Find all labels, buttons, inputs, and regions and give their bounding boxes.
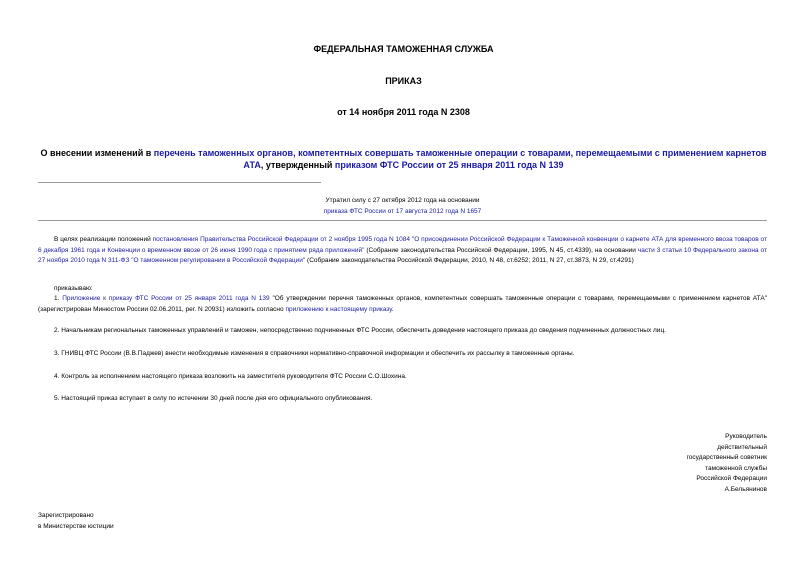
preamble-text-3: (Собрание законодательства Российской Федерации, 2010, N 48, ст.6252; 2011, N 27, ст.3873, N 29, ст.4291) <box>305 257 634 264</box>
organization-heading: ФЕДЕРАЛЬНАЯ ТАМОЖЕННАЯ СЛУЖБА <box>313 44 494 54</box>
prikazyvayu-text: приказываю: <box>54 285 93 292</box>
signature-line-4: таможенной службы <box>705 464 767 472</box>
lost-force-text: Утратил силу с 27 октября 2012 года на основании <box>325 197 480 204</box>
signature-name: А.Бельянинов <box>724 485 767 493</box>
divider-short <box>38 182 321 183</box>
preamble-link-law-311[interactable]: части 3 статьи 10 Федерального закона от 27 ноября 2010 года N 311-ФЗ "О таможенном регулировании в Российской Федерации" <box>38 246 767 264</box>
item-1-link-this-appendix[interactable]: приложению к настоящему приказу <box>285 305 392 313</box>
registration-line-1: Зарегистрировано <box>38 512 94 519</box>
signature-block <box>640 432 767 495</box>
order-item-2: 2. Начальникам региональных таможенных управлений и таможен, непосредственно подчиненных ФТС России, обеспечить доведение настоящего приказа до сведения подчиненных должностных лиц. <box>54 327 666 334</box>
item-1-text-1: "Об утверждении перечня таможенных органов, компетентных совершать таможенные операции с товарами, перемещаемыми с применением карнетов АТА" (зарегистрирован Минюстом России 02.06.2011, рег. N 20931) изложить согласно <box>38 295 768 313</box>
registration-note <box>38 511 114 532</box>
signature-line-1: Руководитель <box>725 433 767 440</box>
title-text-1: О внесении изменений в <box>40 148 154 158</box>
item-1-number: 1. <box>54 295 63 302</box>
preamble-text-2: (Собрание законодательства Российской Федерации, 1995, N 45, ст.4339), на основании <box>364 246 638 254</box>
title-text-2: , утвержденный <box>260 160 335 170</box>
document-date-heading: от 14 ноября 2011 года N 2308 <box>337 107 470 117</box>
preamble-paragraph <box>38 235 767 267</box>
title-link-list[interactable]: перечень таможенных органов, компетентных совершать таможенные операции с товарами, перемещаемыми с применением карнетов АТА <box>153 148 767 170</box>
item-1-link-appendix[interactable]: Приложение к приказу ФТС России от 25 января 2011 года N 139 <box>62 295 270 302</box>
order-item-3: 3. ГНИВЦ ФТС России (В.В.Паджев) внести необходимые изменения в справочники нормативно-справочной информации и обеспечить их рассылку в таможенные органы. <box>54 350 575 357</box>
signature-line-2: действительный <box>717 443 767 451</box>
registration-line-2: в Министерстве юстиции <box>38 522 114 530</box>
title-link-order-139[interactable]: приказом ФТС России от 25 января 2011 года N 139 <box>334 160 564 170</box>
lost-force-notice <box>250 195 555 217</box>
lost-force-link[interactable]: приказа ФТС России от 17 августа 2012 года N 1657 <box>323 208 482 215</box>
preamble-text-1: В целях реализации положений <box>54 236 153 243</box>
preamble-link-resolution-1084[interactable]: постановления Правительства Российской Федерации от 2 ноября 1995 года N 1084 "О присоединении Российской Федерации к Таможенной конвенции о карнете АТА для временного ввоза товаров от 6 декабря 1961 года и Конвенции о временном ввозе от 26 июня 1990 года с принятием ряда приложений" <box>38 236 767 254</box>
order-item-1 <box>38 294 767 315</box>
item-1-text-2: . <box>391 305 394 313</box>
order-item-4: 4. Контроль за исполнением настоящего приказа возложить на заместителя руководителя ФТС России С.О.Шохина. <box>54 373 407 380</box>
divider-long <box>38 220 767 221</box>
document-title <box>40 147 767 171</box>
signature-line-3: государственный советник <box>686 454 767 461</box>
order-item-5: 5. Настоящий приказ вступает в силу по истечении 30 дней после дня его официального опубликования. <box>54 395 373 402</box>
document-type-heading: ПРИКАЗ <box>385 76 422 86</box>
signature-line-5: Российской Федерации <box>696 475 767 482</box>
